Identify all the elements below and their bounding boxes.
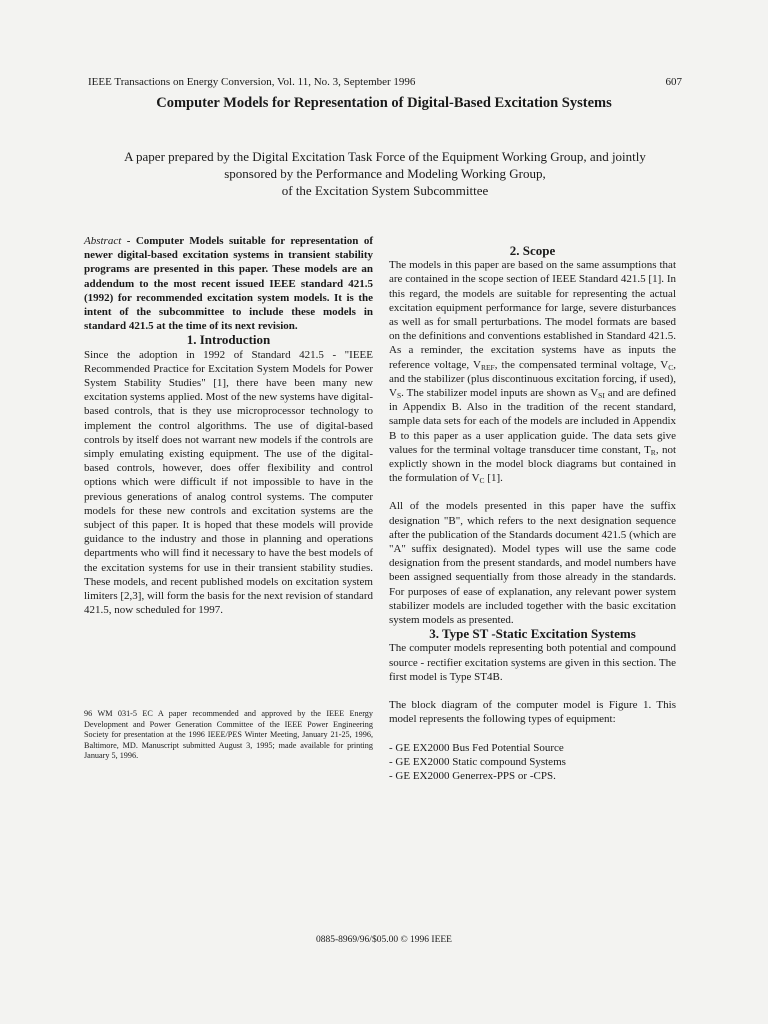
type-st-paragraph-1: The computer models representing both potential and compound source - rectifier excitation systems are given in this section. The first model is Type ST4B. bbox=[389, 642, 676, 683]
abstract bbox=[84, 234, 373, 333]
byline-line-2: sponsored by the Performance and Modeling Working Group, bbox=[224, 166, 546, 181]
copyright-line: 0885-8969/96/$05.00 © 1996 IEEE bbox=[316, 935, 452, 945]
scope-paragraph-1: The models in this paper are based on the same assumptions that are contained in the scope section of IEEE Standard 421.5 [1]. In this regard, the models are suitable for representing the actual excitation equipment performance for large, severe disturbances as well as for small perturbations. The model formats are based on the definitions and conventions established in Standard 421.5. As a reminder, the excitation systems have as inputs the reference voltage, $V_{REF}$, the compensated terminal voltage, $V_C$, and the stabilizer (plus discontinuous excitation forcing, if used), $V_S$. The stabilizer model inputs are shown as $V_{SI}$ and are defined in Appendix B. Also in the tradition of the recent standard, sample data sets for each of the models are included in Appendix B to this paper as a user application guide. The data sets give values for the terminal voltage transducer time constant, $T_R$, not explictly shown in the model block diagrams but contained in the formulation of $V_C$ [1]. bbox=[389, 259, 677, 486]
equipment-item: - GE EX2000 Static compound Systems bbox=[389, 755, 566, 768]
introduction-heading: 1. Introduction bbox=[186, 332, 271, 348]
abstract-text: - Computer Models suitable for representation of newer digital-based excitation systems in transient stability programs are presented in this paper. These models are an addendum to the most recent issued IEEE standard 421.5 (1992) for recommended excitation system models. It is the intent of the subcommittee to include these models in standard 421.5 at the time of its next revision. bbox=[84, 235, 373, 333]
paper-title: Computer Models for Representation of Digital-Based Excitation Systems bbox=[156, 95, 612, 111]
type-st-paragraph-2: The block diagram of the computer model is Figure 1. This model represents the following types of equipment: bbox=[389, 699, 676, 726]
right-column bbox=[389, 244, 676, 783]
page-number: 607 bbox=[665, 76, 682, 88]
equipment-item: - GE EX2000 Generrex-PPS or -CPS. bbox=[389, 769, 556, 782]
introduction-text: Since the adoption in 1992 of Standard 421.5 - "IEEE Recommended Practice for Excitation System Models for Power System Stability Studies" [1], there have been many new excitation systems applied. Most of the new systems have digital-based controls, that is they use microprocessor technology to implement the control algorithms. The use of digital-based controls by itself does not warrant new models if the controls are simply emulating existing equipment. The use of the digital-based controls, however, does offer flexibility and control options which were difficult if not impossible to have in the previous generations of analog control systems. The computer models for these new controls and excitation systems are the subject of this paper. It is hoped that these models will provide guidance to the industry and those in planning and operations departments who will find it necessary to have the best models of the excitation systems for use in their transient stability studies. These models, and recent published models on excitation system limiters [2,3], will form the basis for the next revision of standard 421.5, now scheduled for 1997. bbox=[84, 348, 374, 617]
running-header bbox=[88, 76, 682, 88]
scope-paragraph-2: All of the models presented in this paper have the suffix designation "B", which refers to the next designation sequence after the publication of the Standards document 421.5 (which are "A" suffix designated). Model types will use the same code designation from the present standards, and model numbers have been assigned sequentially from those already in the standards. For purposes of ease of explanation, any relevant power system stabilizer models are included together with the basic excitation system models as presented. bbox=[389, 500, 676, 627]
left-column bbox=[84, 234, 373, 617]
type-st-heading: 3. Type ST -Static Excitation Systems bbox=[429, 626, 636, 642]
byline-line-3: of the Excitation System Subcommittee bbox=[281, 183, 489, 198]
byline bbox=[60, 148, 710, 199]
footnote: 96 WM 031-5 EC A paper recommended and approved by the IEEE Energy Development and Power Generation Committee of the IEEE Power Engineering Society for presentation at the 1996 IEEE/PES Winter Meeting, January 21-25, 1996, Baltimore, MD. Manuscript submitted August 3, 1995; made available for printing January 5, 1996. bbox=[84, 709, 373, 761]
equipment-item: - GE EX2000 Bus Fed Potential Source bbox=[389, 741, 564, 754]
equipment-list bbox=[389, 741, 676, 784]
scope-heading: 2. Scope bbox=[509, 243, 556, 258]
journal-citation: IEEE Transactions on Energy Conversion, Vol. 11, No. 3, September 1996 bbox=[88, 76, 416, 88]
byline-line-1: A paper prepared by the Digital Excitation Task Force of the Equipment Working Group, and jointly bbox=[124, 149, 646, 164]
abstract-label: Abstract bbox=[84, 235, 122, 247]
